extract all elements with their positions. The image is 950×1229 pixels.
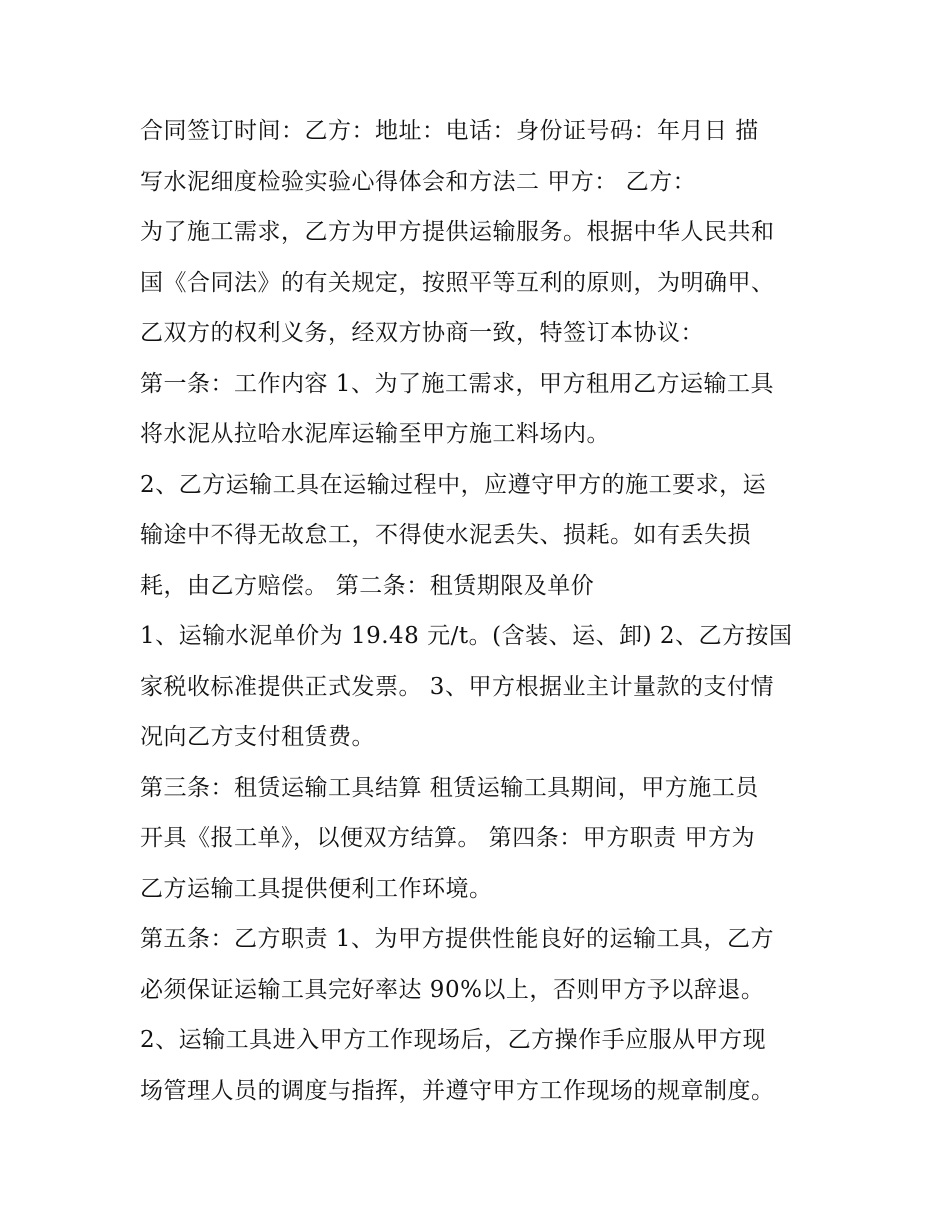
- text-line-18: 必须保证运输工具完好率达 90%以上，否则甲方予以辞退。: [140, 976, 765, 1003]
- text-line-10: 耗，由乙方赔偿。 第二条：租赁期限及单价: [140, 572, 595, 599]
- text-line-15: 开具《报工单》，以便双方结算。 第四条：甲方职责 甲方为: [140, 825, 756, 851]
- text-line-8: 2、乙方运输工具在运输过程中，应遵守甲方的施工要求，运: [140, 471, 767, 498]
- text-line-1: 合同签订时间：乙方：地址：电话：身份证号码：年月日 描: [140, 118, 759, 144]
- text-line-5: 乙双方的权利义务，经双方协商一致，特签订本协议：: [140, 320, 704, 346]
- text-line-20: 场管理人员的调度与指挥，并遵守甲方工作现场的规章制度。: [140, 1077, 775, 1104]
- text-line-16: 乙方运输工具提供便利工作环境。: [140, 875, 493, 902]
- text-line-12: 家税收标准提供正式发票。 3、甲方根据业主计量款的支付情: [140, 673, 774, 700]
- text-line-2: 写水泥细度检验实验心得体会和方法二 甲方： 乙方：: [140, 168, 697, 195]
- text-line-4: 国《合同法》的有关规定，按照平等互利的原则，为明确甲、: [140, 269, 775, 296]
- document-body: [140, 106, 820, 1116]
- text-line-14: 第三条：租赁运输工具结算 租赁运输工具期间，甲方施工员: [140, 774, 759, 801]
- text-line-7: 将水泥从拉哈水泥库运输至甲方施工料场内。: [140, 421, 610, 447]
- text-line-6: 第一条：工作内容 1、为了施工需求，甲方租用乙方运输工具: [140, 370, 774, 397]
- text-line-19: 2、运输工具进入甲方工作现场后，乙方操作手应服从甲方现: [140, 1027, 767, 1053]
- text-line-17: 第五条：乙方职责 1、为甲方提供性能良好的运输工具，乙方: [140, 926, 774, 952]
- text-line-3: 为了施工需求，乙方为甲方提供运输服务。根据中华人民共和: [140, 219, 775, 245]
- text-line-13: 况向乙方支付租赁费。: [140, 724, 375, 750]
- text-line-9: 输途中不得无故怠工，不得使水泥丢失、损耗。如有丢失损: [140, 522, 751, 548]
- text-line-11: 1、运输水泥单价为 19.48 元/t。(含装、运、卸) 2、乙方按国: [140, 623, 793, 649]
